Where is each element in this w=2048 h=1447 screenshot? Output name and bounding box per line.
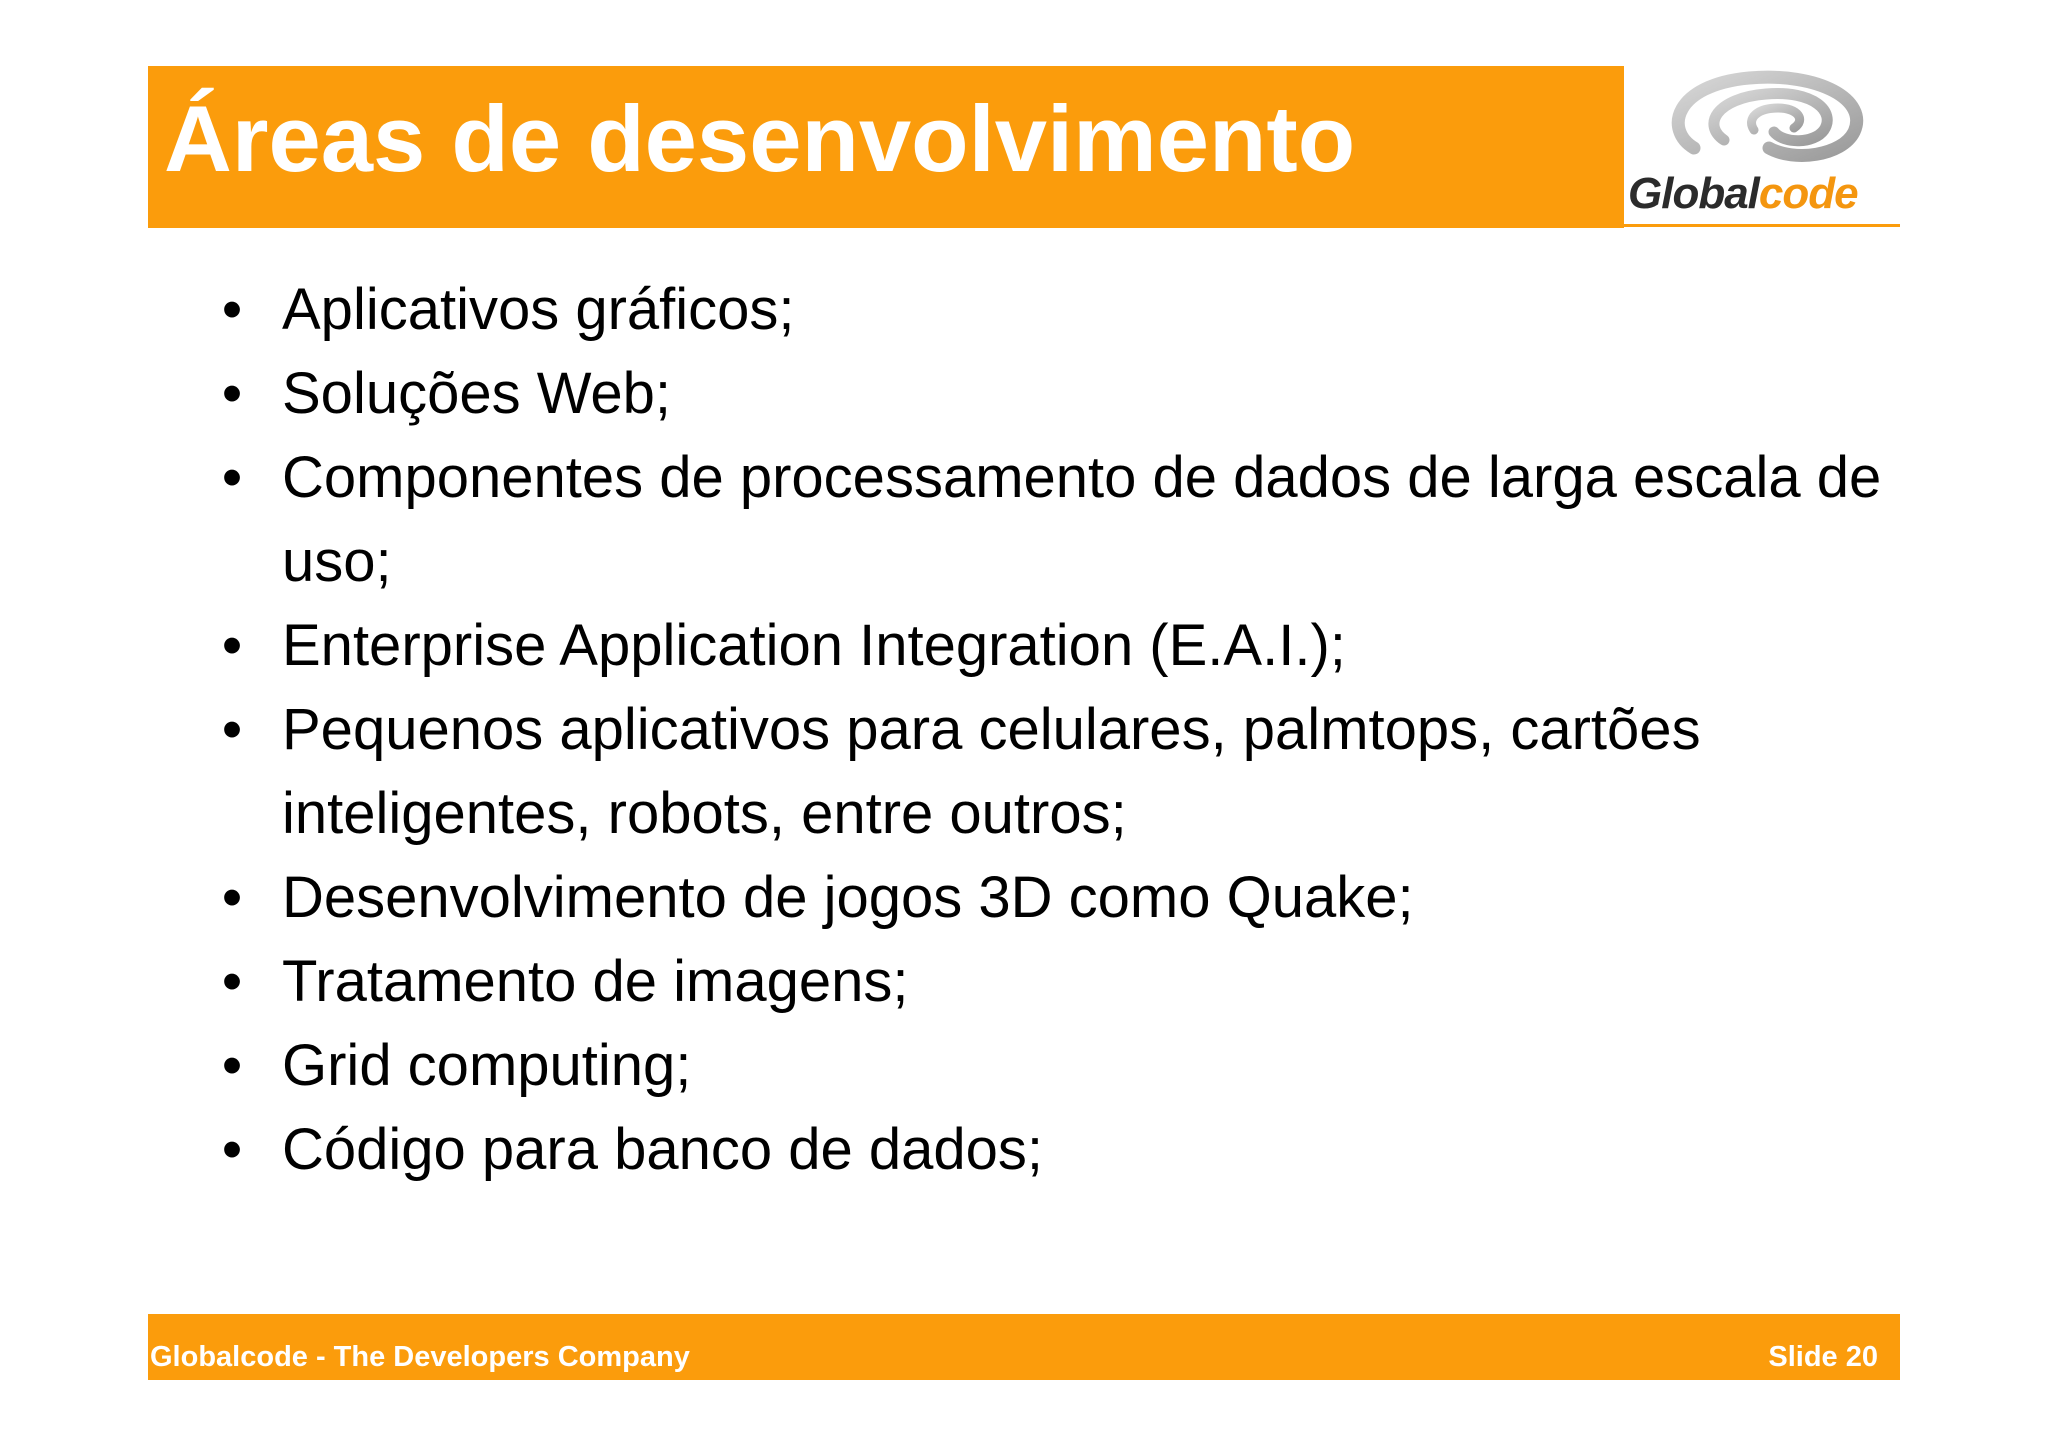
bullet-item [208,856,1908,940]
bullet-item [208,352,1908,436]
bullet-dot: • [221,445,243,510]
logo-wordmark-part2: code [1758,169,1858,218]
bullet-dot: • [221,949,243,1014]
bullet-text: Componentes de processamento de dados de larga escala de uso; [282,445,1882,594]
bullet-item [208,940,1908,1024]
bullet-dot: • [221,865,243,930]
bullet-item [208,1108,1908,1192]
bullet-dot: • [221,613,243,678]
bullet-item [208,688,1908,856]
slide-title: Áreas de desenvolvimento [164,86,1356,191]
logo-wordmark [1628,170,1858,218]
bullet-list [208,268,1908,1192]
globalcode-logo [1624,66,1900,228]
title-bar [148,66,1624,228]
footer-bar [148,1314,1900,1380]
footer-company-name: Globalcode - The Developers Company [150,1341,690,1373]
bullet-dot: • [221,277,243,342]
bullet-dot: • [221,1117,243,1182]
bullet-item [208,268,1908,352]
bullet-dot: • [221,1033,243,1098]
bullet-text: Enterprise Application Integration (E.A.I.); [282,613,1346,678]
bullet-text: Grid computing; [282,1033,692,1098]
bullet-text: Código para banco de dados; [282,1117,1044,1182]
bullet-text: Pequenos aplicativos para celulares, palmtops, cartões inteligentes, robots, entre outros; [282,697,1701,846]
bullet-dot: • [221,697,243,762]
bullet-text: Aplicativos gráficos; [282,277,795,342]
bullet-text: Desenvolvimento de jogos 3D como Quake; [282,865,1414,930]
swirl-logo-icon [1654,70,1884,170]
bullet-item [208,1024,1908,1108]
bullet-text: Soluções Web; [282,361,672,426]
slide-number: Slide 20 [1768,1341,1878,1373]
logo-underline [1624,224,1900,227]
bullet-item [208,604,1908,688]
bullet-text: Tratamento de imagens; [282,949,909,1014]
bullet-item [208,436,1908,604]
logo-wordmark-part1: Global [1628,169,1759,218]
bullet-dot: • [221,361,243,426]
